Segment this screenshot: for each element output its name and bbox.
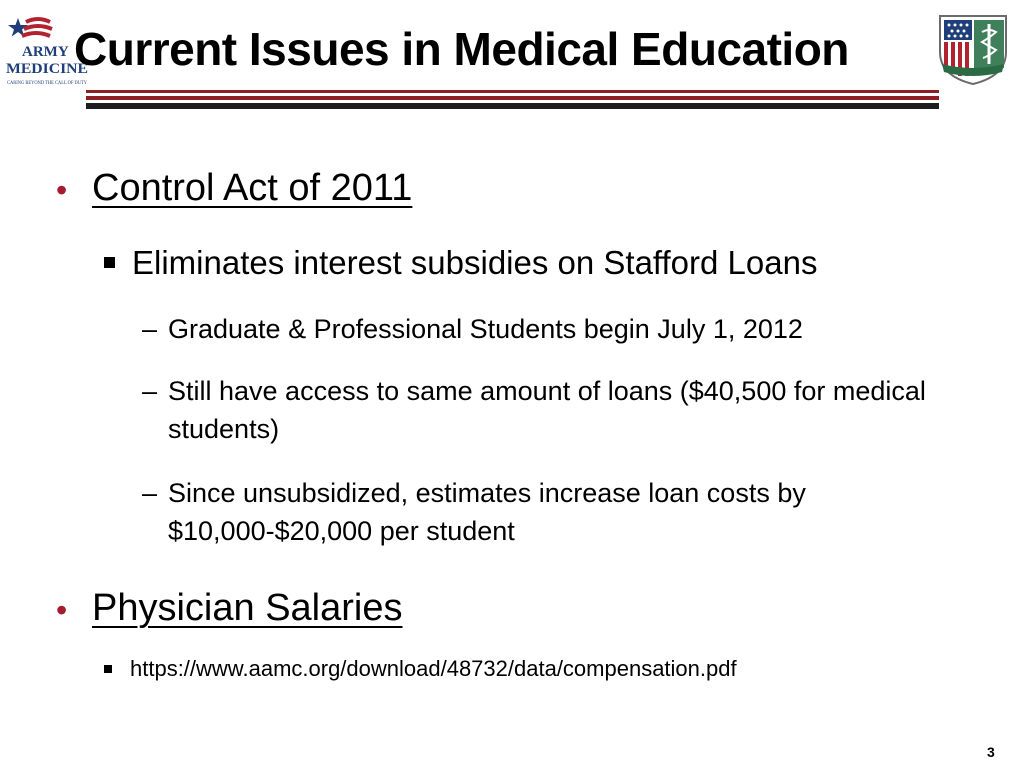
title-rule-red bbox=[86, 96, 939, 100]
square-bullet-icon bbox=[104, 257, 115, 268]
medical-corps-shield-icon bbox=[936, 12, 1010, 86]
bullet-text: Control Act of 2011 bbox=[92, 167, 413, 209]
bullet-text: Physician Salaries bbox=[92, 587, 403, 629]
aamc-compensation-url: https://www.aamc.org/download/48732/data/compensation.pdf bbox=[130, 656, 737, 681]
bullet-dot-icon: • bbox=[56, 592, 68, 628]
dash-bullet-icon: – bbox=[142, 376, 158, 406]
title-rule-dark bbox=[86, 103, 939, 109]
page-number: 3 bbox=[987, 744, 995, 760]
medical-corps-logo bbox=[936, 12, 1010, 86]
dash-bullet-icon: – bbox=[142, 478, 158, 508]
bullet-dot-icon: • bbox=[56, 172, 68, 208]
logo-tagline: CARING BEYOND THE CALL OF DUTY bbox=[7, 81, 88, 86]
logo-line2: MEDICINE bbox=[6, 61, 88, 77]
sub-bullet-text: Eliminates interest subsidies on Stafford Loans bbox=[132, 244, 818, 281]
sub-sub-bullet-text: Graduate & Professional Students begin July 1, 2012 bbox=[168, 314, 803, 344]
page-title: Current Issues in Medical Education bbox=[74, 23, 849, 75]
dash-bullet-icon: – bbox=[142, 314, 158, 344]
logo-line1: ARMY bbox=[22, 44, 69, 60]
title-rule-red-thin bbox=[86, 90, 939, 93]
sub-sub-bullet-text: Since unsubsidized, estimates increase loan costs by $10,000-$20,000 per student bbox=[168, 478, 806, 546]
sub-sub-bullet-text: Still have access to same amount of loans ($40,500 for medical students) bbox=[168, 376, 926, 444]
square-bullet-icon bbox=[104, 665, 112, 673]
